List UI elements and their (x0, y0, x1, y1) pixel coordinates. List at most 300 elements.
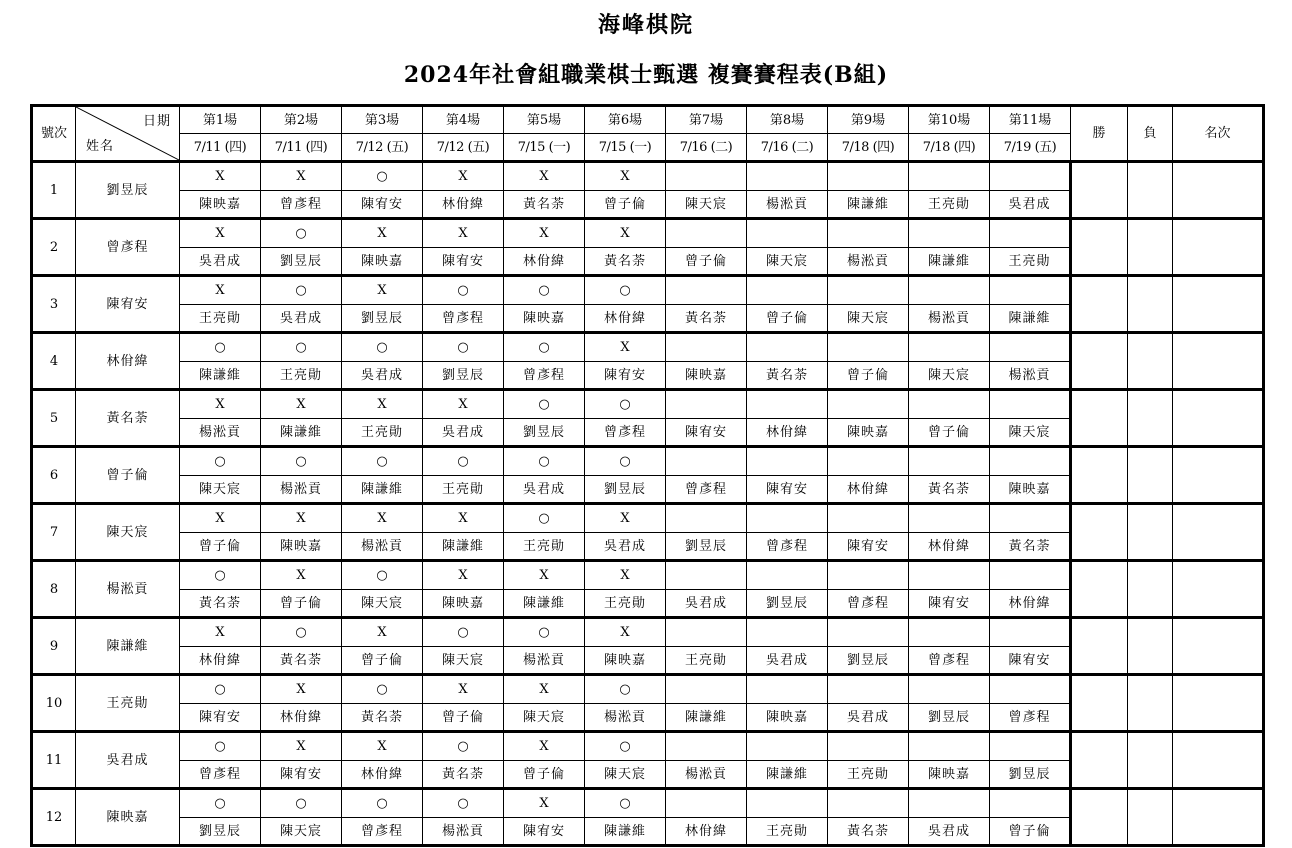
result-cell (747, 675, 828, 704)
opponent-cell: 陳謙維 (504, 590, 585, 618)
opponent-cell: 林佾緯 (828, 476, 909, 504)
opponent-cell: 曾子倫 (180, 533, 261, 561)
player-number: 11 (32, 732, 76, 789)
opponent-cell: 吳君成 (747, 647, 828, 675)
result-cell: X (423, 675, 504, 704)
result-cell: ○ (342, 789, 423, 818)
result-cell (747, 732, 828, 761)
table-row (32, 789, 1264, 818)
result-cell: X (585, 162, 666, 191)
player-name: 王亮勛 (76, 675, 180, 732)
result-cell (666, 219, 747, 248)
player-name: 陳謙維 (76, 618, 180, 675)
result-cell: ○ (423, 732, 504, 761)
opponent-cell: 曾彥程 (828, 590, 909, 618)
rank-cell (1173, 447, 1264, 504)
result-cell: ○ (342, 333, 423, 362)
wins-cell (1071, 789, 1128, 846)
opponent-cell: 陳天宸 (342, 590, 423, 618)
opponent-cell: 王亮勛 (504, 533, 585, 561)
result-cell: X (585, 618, 666, 647)
table-row (32, 561, 1264, 590)
result-cell: ○ (423, 276, 504, 305)
table-row (32, 333, 1264, 362)
table-row (32, 162, 1264, 191)
round-10-name: 第10場 (909, 106, 990, 134)
opponent-cell: 黃名荼 (180, 590, 261, 618)
opponent-cell: 黃名荼 (585, 248, 666, 276)
result-cell: X (585, 219, 666, 248)
result-cell: X (423, 219, 504, 248)
result-cell: ○ (180, 333, 261, 362)
result-cell (909, 276, 990, 305)
opponent-cell: 曾彥程 (990, 704, 1071, 732)
round-9-name: 第9場 (828, 106, 909, 134)
opponent-cell: 陳宥安 (423, 248, 504, 276)
wins-cell (1071, 618, 1128, 675)
result-cell: X (504, 162, 585, 191)
opponent-cell: 陳天宸 (180, 476, 261, 504)
player-number: 4 (32, 333, 76, 390)
opponent-cell: 陳謙維 (423, 533, 504, 561)
opponent-cell: 陳映嘉 (666, 362, 747, 390)
opponent-cell: 吳君成 (423, 419, 504, 447)
opponent-cell: 曾彥程 (342, 818, 423, 846)
opponent-cell: 黃名荼 (747, 362, 828, 390)
result-cell: ○ (504, 333, 585, 362)
result-cell (909, 447, 990, 476)
opponent-cell: 劉昱辰 (504, 419, 585, 447)
result-cell: ○ (180, 732, 261, 761)
round-3-name: 第3場 (342, 106, 423, 134)
opponent-cell: 楊淞貢 (261, 476, 342, 504)
table-row (32, 390, 1264, 419)
opponent-cell: 劉昱辰 (423, 362, 504, 390)
result-cell (747, 333, 828, 362)
opponent-cell: 楊淞貢 (180, 419, 261, 447)
result-cell: ○ (504, 447, 585, 476)
opponent-cell: 陳宥安 (261, 761, 342, 789)
result-cell (909, 390, 990, 419)
opponent-cell: 林佾緯 (342, 761, 423, 789)
result-cell: ○ (423, 447, 504, 476)
result-cell: X (585, 333, 666, 362)
losses-cell (1128, 675, 1173, 732)
opponent-cell: 楊淞貢 (990, 362, 1071, 390)
result-cell (909, 732, 990, 761)
result-cell (666, 618, 747, 647)
round-3-date: 7/12 (五) (342, 134, 423, 162)
opponent-cell: 陳映嘉 (747, 704, 828, 732)
opponent-cell: 曾子倫 (504, 761, 585, 789)
opponent-cell: 楊淞貢 (342, 533, 423, 561)
rank-cell (1173, 675, 1264, 732)
opponent-cell: 吳君成 (342, 362, 423, 390)
opponent-cell: 劉昱辰 (261, 248, 342, 276)
result-cell (747, 504, 828, 533)
opponent-cell: 陳謙維 (666, 704, 747, 732)
opponent-cell: 曾子倫 (909, 419, 990, 447)
opponent-cell: 林佾緯 (261, 704, 342, 732)
opponent-cell: 陳宥安 (990, 647, 1071, 675)
losses-cell (1128, 789, 1173, 846)
opponent-cell: 林佾緯 (504, 248, 585, 276)
opponent-cell: 王亮勛 (342, 419, 423, 447)
result-cell: X (423, 162, 504, 191)
opponent-cell: 吳君成 (585, 533, 666, 561)
result-cell: ○ (585, 447, 666, 476)
rank-cell (1173, 276, 1264, 333)
player-number: 10 (32, 675, 76, 732)
result-cell (828, 732, 909, 761)
player-number: 8 (32, 561, 76, 618)
opponent-cell: 王亮勛 (423, 476, 504, 504)
opponent-cell: 陳映嘉 (261, 533, 342, 561)
result-cell: ○ (342, 447, 423, 476)
opponent-cell: 劉昱辰 (909, 704, 990, 732)
opponent-cell: 陳天宸 (423, 647, 504, 675)
result-cell: ○ (261, 333, 342, 362)
table-row (32, 219, 1264, 248)
result-cell (990, 561, 1071, 590)
result-cell (747, 789, 828, 818)
opponent-cell: 陳謙維 (990, 305, 1071, 333)
result-cell (666, 732, 747, 761)
result-cell: X (261, 390, 342, 419)
opponent-cell: 陳映嘉 (180, 191, 261, 219)
result-cell: X (180, 618, 261, 647)
opponent-cell: 王亮勛 (747, 818, 828, 846)
result-cell: ○ (342, 162, 423, 191)
opponent-cell: 曾子倫 (342, 647, 423, 675)
result-cell (909, 789, 990, 818)
opponent-cell: 曾子倫 (828, 362, 909, 390)
result-cell (828, 447, 909, 476)
result-cell: ○ (180, 789, 261, 818)
round-4-date: 7/12 (五) (423, 134, 504, 162)
result-cell: ○ (423, 333, 504, 362)
opponent-cell: 楊淞貢 (909, 305, 990, 333)
result-cell: X (180, 276, 261, 305)
opponent-cell: 吳君成 (504, 476, 585, 504)
opponent-cell: 楊淞貢 (828, 248, 909, 276)
result-cell: ○ (180, 675, 261, 704)
opponent-cell: 林佾緯 (747, 419, 828, 447)
round-5-date: 7/15 (一) (504, 134, 585, 162)
result-cell (990, 447, 1071, 476)
result-cell (747, 447, 828, 476)
result-cell: ○ (504, 276, 585, 305)
result-cell (828, 162, 909, 191)
wins-cell (1071, 561, 1128, 618)
result-cell: X (342, 219, 423, 248)
opponent-cell: 王亮勛 (180, 305, 261, 333)
player-number: 5 (32, 390, 76, 447)
result-cell: ○ (261, 789, 342, 818)
rank-cell (1173, 333, 1264, 390)
result-cell: ○ (342, 675, 423, 704)
losses-cell (1128, 447, 1173, 504)
result-cell: X (342, 504, 423, 533)
result-cell: X (504, 675, 585, 704)
opponent-cell: 曾彥程 (504, 362, 585, 390)
opponent-cell: 曾彥程 (261, 191, 342, 219)
result-cell: X (261, 732, 342, 761)
wins-cell (1071, 447, 1128, 504)
org-title: 海峰棋院 (597, 12, 694, 38)
opponent-cell: 曾子倫 (747, 305, 828, 333)
result-cell: ○ (261, 276, 342, 305)
opponent-cell: 林佾緯 (909, 533, 990, 561)
round-6-date: 7/15 (一) (585, 134, 666, 162)
result-cell (747, 390, 828, 419)
table-row (32, 276, 1264, 305)
result-cell (828, 276, 909, 305)
result-cell (990, 276, 1071, 305)
player-number: 3 (32, 276, 76, 333)
result-cell: X (585, 504, 666, 533)
opponent-cell: 劉昱辰 (180, 818, 261, 846)
header-wins: 勝 (1071, 106, 1128, 162)
result-cell: X (504, 561, 585, 590)
opponent-cell: 陳映嘉 (423, 590, 504, 618)
result-cell (990, 390, 1071, 419)
result-cell: ○ (261, 618, 342, 647)
result-cell: ○ (585, 276, 666, 305)
opponent-cell: 陳宥安 (180, 704, 261, 732)
round-8-name: 第8場 (747, 106, 828, 134)
result-cell: ○ (423, 789, 504, 818)
player-name: 曾彥程 (76, 219, 180, 276)
result-cell (828, 390, 909, 419)
opponent-cell: 林佾緯 (180, 647, 261, 675)
opponent-cell: 陳謙維 (747, 761, 828, 789)
result-cell: X (504, 732, 585, 761)
wins-cell (1071, 162, 1128, 219)
result-cell: ○ (585, 675, 666, 704)
result-cell (909, 219, 990, 248)
result-cell (909, 561, 990, 590)
wins-cell (1071, 276, 1128, 333)
result-cell (666, 789, 747, 818)
result-cell: ○ (180, 447, 261, 476)
table-row (32, 732, 1264, 761)
result-cell (909, 618, 990, 647)
round-8-date: 7/16 (二) (747, 134, 828, 162)
result-cell (828, 219, 909, 248)
opponent-cell: 吳君成 (909, 818, 990, 846)
result-cell: X (585, 561, 666, 590)
opponent-cell: 陳天宸 (990, 419, 1071, 447)
opponent-cell: 劉昱辰 (747, 590, 828, 618)
round-1-name: 第1場 (180, 106, 261, 134)
result-cell: X (261, 561, 342, 590)
opponent-cell: 王亮勛 (828, 761, 909, 789)
result-cell: X (180, 504, 261, 533)
opponent-cell: 黃名荼 (342, 704, 423, 732)
result-cell (747, 618, 828, 647)
result-cell (909, 333, 990, 362)
player-name: 劉昱辰 (76, 162, 180, 219)
result-cell (666, 504, 747, 533)
result-cell (990, 504, 1071, 533)
opponent-cell: 陳宥安 (585, 362, 666, 390)
opponent-cell: 陳謙維 (585, 818, 666, 846)
opponent-cell: 楊淞貢 (423, 818, 504, 846)
result-cell (828, 675, 909, 704)
opponent-cell: 林佾緯 (666, 818, 747, 846)
round-2-date: 7/11 (四) (261, 134, 342, 162)
opponent-cell: 陳宥安 (342, 191, 423, 219)
opponent-cell: 陳宥安 (828, 533, 909, 561)
opponent-cell: 林佾緯 (423, 191, 504, 219)
result-cell (909, 675, 990, 704)
result-cell (828, 504, 909, 533)
rank-cell (1173, 162, 1264, 219)
opponent-cell: 陳謙維 (180, 362, 261, 390)
opponent-cell: 陳映嘉 (828, 419, 909, 447)
result-cell: X (261, 162, 342, 191)
result-cell: X (342, 618, 423, 647)
player-number: 2 (32, 219, 76, 276)
result-cell: ○ (585, 732, 666, 761)
opponent-cell: 陳謙維 (261, 419, 342, 447)
result-cell (747, 219, 828, 248)
opponent-cell: 陳天宸 (747, 248, 828, 276)
opponent-cell: 曾彥程 (909, 647, 990, 675)
result-cell (909, 162, 990, 191)
result-cell (666, 333, 747, 362)
opponent-cell: 曾子倫 (585, 191, 666, 219)
round-5-name: 第5場 (504, 106, 585, 134)
result-cell: ○ (504, 504, 585, 533)
round-4-name: 第4場 (423, 106, 504, 134)
player-name: 黃名荼 (76, 390, 180, 447)
result-cell: ○ (180, 561, 261, 590)
result-cell (666, 276, 747, 305)
player-number: 9 (32, 618, 76, 675)
rank-cell (1173, 219, 1264, 276)
opponent-cell: 黃名荼 (504, 191, 585, 219)
losses-cell (1128, 333, 1173, 390)
opponent-cell: 陳映嘉 (909, 761, 990, 789)
result-cell (990, 162, 1071, 191)
wins-cell (1071, 732, 1128, 789)
round-7-date: 7/16 (二) (666, 134, 747, 162)
losses-cell (1128, 504, 1173, 561)
losses-cell (1128, 561, 1173, 618)
opponent-cell: 陳天宸 (666, 191, 747, 219)
result-cell: ○ (504, 618, 585, 647)
opponent-cell: 王亮勛 (990, 248, 1071, 276)
result-cell (828, 333, 909, 362)
opponent-cell: 曾彥程 (666, 476, 747, 504)
opponent-cell: 楊淞貢 (747, 191, 828, 219)
table-row (32, 618, 1264, 647)
header-rank: 名次 (1173, 106, 1264, 162)
opponent-cell: 吳君成 (666, 590, 747, 618)
opponent-cell: 林佾緯 (990, 590, 1071, 618)
result-cell: X (342, 390, 423, 419)
result-cell (828, 618, 909, 647)
opponent-cell: 陳宥安 (666, 419, 747, 447)
player-number: 12 (32, 789, 76, 846)
opponent-cell: 陳宥安 (747, 476, 828, 504)
rank-cell (1173, 618, 1264, 675)
result-cell: ○ (342, 561, 423, 590)
round-7-name: 第7場 (666, 106, 747, 134)
result-cell: X (342, 276, 423, 305)
player-name: 陳宥安 (76, 276, 180, 333)
wins-cell (1071, 390, 1128, 447)
losses-cell (1128, 390, 1173, 447)
result-cell (828, 561, 909, 590)
opponent-cell: 陳映嘉 (504, 305, 585, 333)
opponent-cell: 黃名荼 (828, 818, 909, 846)
losses-cell (1128, 276, 1173, 333)
rank-cell (1173, 390, 1264, 447)
losses-cell (1128, 162, 1173, 219)
opponent-cell: 陳宥安 (909, 590, 990, 618)
result-cell: X (423, 561, 504, 590)
opponent-cell: 陳宥安 (504, 818, 585, 846)
opponent-cell: 王亮勛 (585, 590, 666, 618)
result-cell: ○ (261, 447, 342, 476)
opponent-cell: 吳君成 (990, 191, 1071, 219)
result-cell (747, 276, 828, 305)
round-6-name: 第6場 (585, 106, 666, 134)
opponent-cell: 曾子倫 (990, 818, 1071, 846)
result-cell: X (504, 219, 585, 248)
result-cell: X (180, 219, 261, 248)
losses-cell (1128, 219, 1173, 276)
result-cell (747, 561, 828, 590)
rank-cell (1173, 732, 1264, 789)
losses-cell (1128, 618, 1173, 675)
opponent-cell: 陳映嘉 (990, 476, 1071, 504)
opponent-cell: 吳君成 (180, 248, 261, 276)
result-cell: ○ (261, 219, 342, 248)
player-name: 吳君成 (76, 732, 180, 789)
player-name: 楊淞貢 (76, 561, 180, 618)
opponent-cell: 陳天宸 (504, 704, 585, 732)
result-cell (666, 675, 747, 704)
result-cell (666, 447, 747, 476)
result-cell (747, 162, 828, 191)
result-cell: X (423, 504, 504, 533)
opponent-cell: 陳天宸 (828, 305, 909, 333)
opponent-cell: 吳君成 (828, 704, 909, 732)
opponent-cell: 王亮勛 (666, 647, 747, 675)
result-cell (990, 675, 1071, 704)
opponent-cell: 黃名荼 (423, 761, 504, 789)
result-cell: ○ (504, 390, 585, 419)
round-11-name: 第11場 (990, 106, 1071, 134)
opponent-cell: 劉昱辰 (585, 476, 666, 504)
result-cell: X (261, 504, 342, 533)
result-cell (666, 162, 747, 191)
opponent-cell: 陳映嘉 (342, 248, 423, 276)
opponent-cell: 劉昱辰 (342, 305, 423, 333)
player-name: 陳天宸 (76, 504, 180, 561)
player-name: 陳映嘉 (76, 789, 180, 846)
opponent-cell: 陳謙維 (828, 191, 909, 219)
opponent-cell: 曾彥程 (585, 419, 666, 447)
document-title: 2024年社會組職業棋士甄選 複賽賽程表(B組) (403, 62, 889, 88)
opponent-cell: 楊淞貢 (585, 704, 666, 732)
opponent-cell: 陳天宸 (909, 362, 990, 390)
opponent-cell: 陳謙維 (342, 476, 423, 504)
